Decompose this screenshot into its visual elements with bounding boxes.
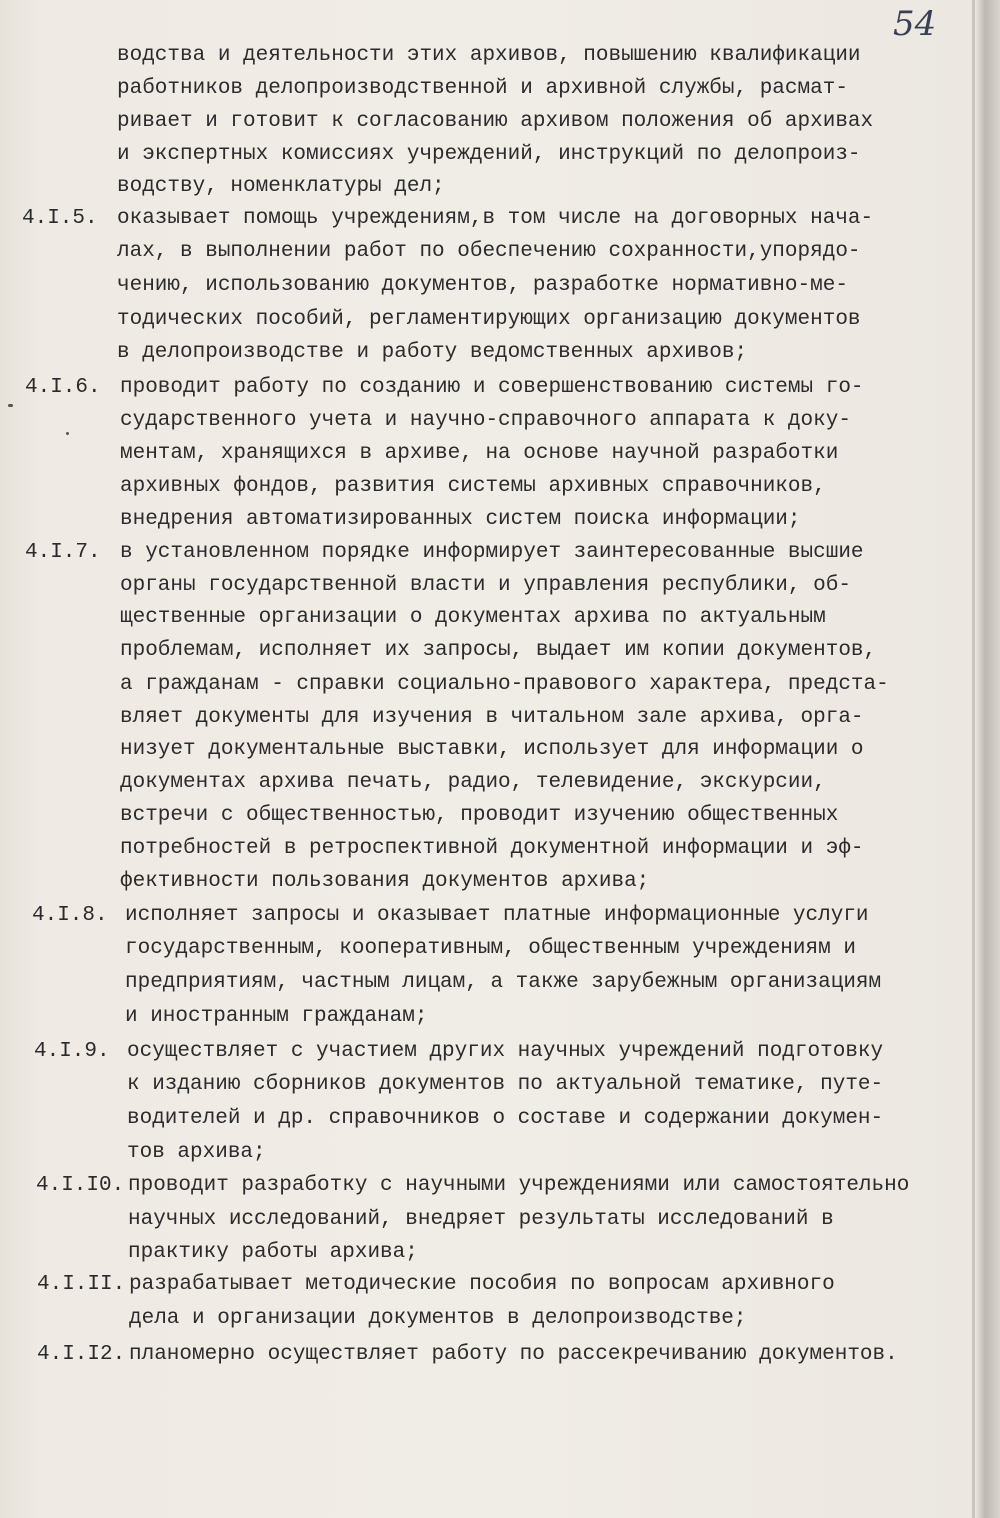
text-line: документах архива печать, радио, телевидение, экскурсии, [120, 771, 826, 794]
text-line: проводит разработку с научными учреждениями или самостоятельно [128, 1174, 910, 1197]
text-line: государственным, кооперативным, общественным учреждениям и [125, 937, 856, 960]
text-line: исполняет запросы и оказывает платные информационные услуги [125, 904, 869, 927]
item-number: 4.I.5. [22, 207, 98, 230]
text-line: разрабатывает методические пособия по вопросам архивного [129, 1273, 835, 1296]
item-number: 4.I.6. [25, 376, 101, 399]
item-number: 4.I.I0. [36, 1174, 125, 1197]
page-edge-shadow [972, 0, 975, 1518]
text-line: потребностей в ретроспективной документной информации и эф- [120, 837, 864, 860]
text-line: работников делопроизводственной и архивной службы, расмат- [117, 77, 848, 100]
text-line: планомерно осуществляет работу по рассекречиванию документов. [129, 1343, 898, 1366]
item-number: 4.I.7. [25, 541, 101, 564]
text-line: архивных фондов, развития системы архивных справочников, [120, 475, 826, 498]
text-line: и экспертных комиссиях учреждений, инструкций по делопроиз- [117, 143, 861, 166]
text-line: предприятиям, частным лицам, а также зарубежным организациям [125, 971, 882, 994]
item-number: 4.I.I2. [37, 1343, 126, 1366]
margin-mark [66, 432, 69, 435]
text-line: водству, номенклатуры дел; [117, 175, 445, 198]
text-line: в делопроизводстве и работу ведомственных архивов; [117, 341, 748, 364]
text-line: вляет документы для изучения в читальном зале архива, орга- [120, 706, 864, 729]
text-line: тодических пособий, регламентирующих организацию документов [117, 308, 861, 331]
text-line: в установленном порядке информирует заинтересованные высшие [120, 541, 864, 564]
text-line: ривает и готовит к согласованию архивом положения об архивах [117, 110, 874, 133]
text-line: практику работы архива; [128, 1241, 418, 1264]
text-line: и иностранным гражданам; [125, 1005, 428, 1028]
text-line: а гражданам - справки социально-правового характера, предста- [120, 673, 889, 696]
text-line: к изданию сборников документов по актуальной тематике, путе- [127, 1073, 884, 1096]
text-line: дела и организации документов в делопроизводстве; [129, 1307, 747, 1330]
text-line: научных исследований, внедряет результаты исследований в [128, 1208, 834, 1231]
text-line: низует документальные выставки, использует для информации о [120, 738, 864, 761]
text-line: органы государственной власти и управления республики, об- [120, 574, 851, 597]
text-line: лах, в выполнении работ по обеспечению сохранности,упорядо- [117, 240, 861, 263]
text-line: оказывает помощь учреждениям,в том числе на договорных нача- [117, 207, 874, 230]
item-number: 4.I.8. [32, 904, 108, 927]
margin-mark [8, 404, 13, 407]
page-number: 54 [893, 4, 937, 44]
text-line: чению, использованию документов, разработке нормативно-ме- [117, 274, 848, 297]
text-line: встречи с общественностью, проводит изучению общественных [120, 804, 839, 827]
text-line: ментам, хранящихся в архиве, на основе научной разработки [120, 442, 839, 465]
item-number: 4.I.9. [34, 1040, 110, 1063]
text-line: проблемам, исполняет их запросы, выдает им копии документов, [120, 639, 877, 662]
text-line: внедрения автоматизированных систем поиска информации; [120, 508, 801, 531]
text-line: фективности пользования документов архива; [120, 870, 650, 893]
text-line: проводит работу по созданию и совершенствованию системы го- [120, 376, 864, 399]
text-line: сударственного учета и научно-справочного аппарата к доку- [120, 409, 851, 432]
text-line: водства и деятельности этих архивов, повышению квалификации [117, 44, 861, 67]
text-line: водителей и др. справочников о составе и содержании докумен- [127, 1107, 884, 1130]
text-line: щественные организации о документах архива по актуальным [120, 606, 826, 629]
item-number: 4.I.II. [37, 1273, 126, 1296]
text-line: осуществляет с участием других научных учреждений подготовку [127, 1040, 884, 1063]
text-line: тов архива; [127, 1141, 266, 1164]
